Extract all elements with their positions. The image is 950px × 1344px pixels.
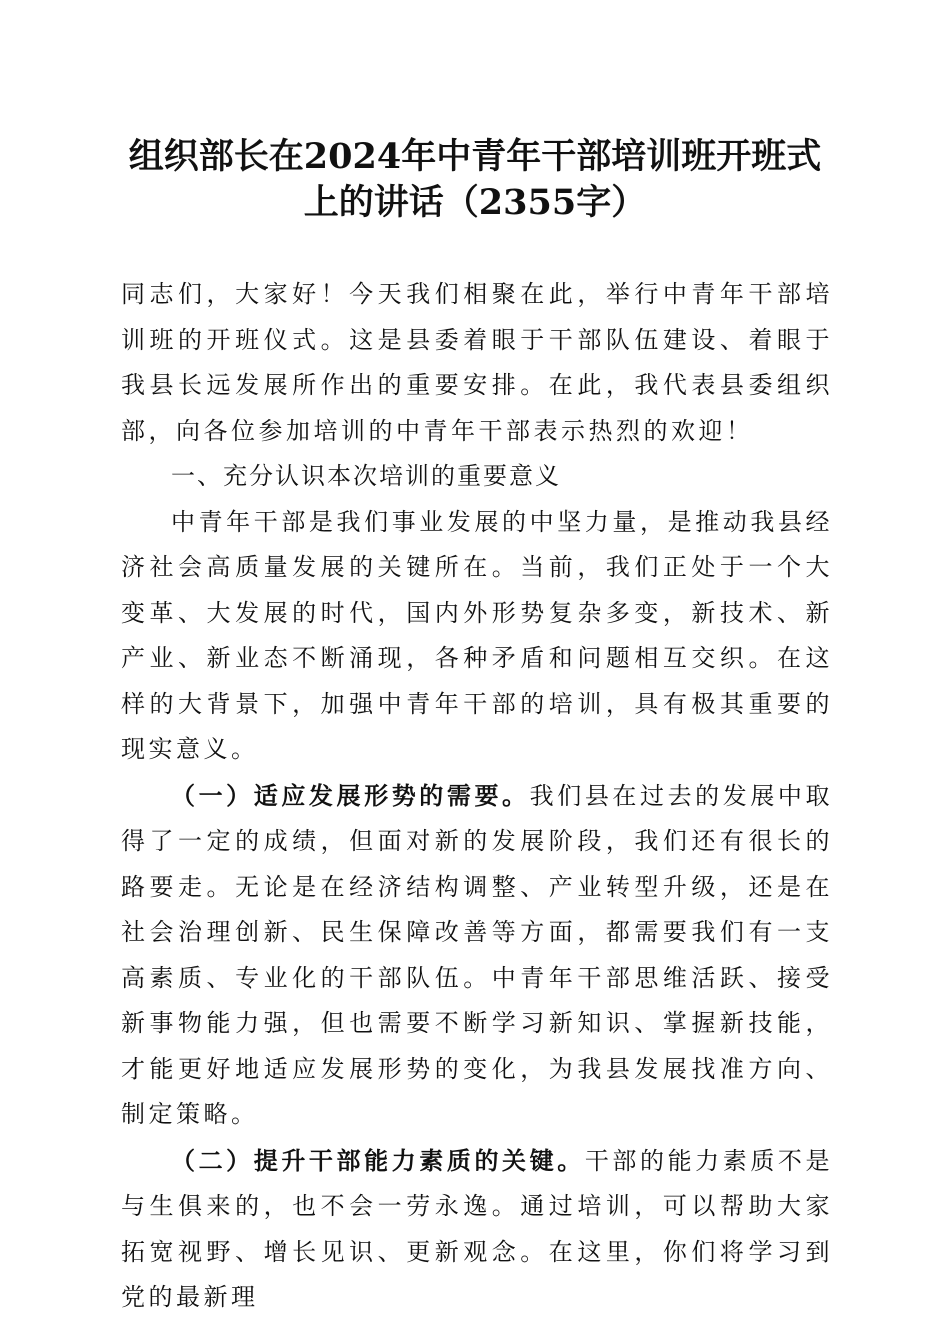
document-title [100, 134, 850, 226]
document-body [121, 272, 833, 1321]
paragraph-intro: 同志们，大家好！今天我们相聚在此，举行中青年干部培训班的开班仪式。这是县委着眼于干部队伍建设、着眼于我县长远发展所作出的重要安排。在此，我代表县委组织部，向各位参加培训的中青年干部表示热烈的欢迎！ [121, 280, 833, 445]
paragraph-3 [121, 1138, 833, 1321]
paragraph-1: 中青年干部是我们事业发展的中坚力量，是推动我县经济社会高质量发展的关键所在。当前，我们正处于一个大变革、大发展的时代，国内外形势复杂多变，新技术、新产业、新业态不断涌现，各种矛盾和问题相互交织。在这样的大背景下，加强中青年干部的培训，具有极其重要的现实意义。 [121, 507, 833, 763]
paragraph-2-text: 我们县在过去的发展中取得了一定的成绩，但面对新的发展阶段，我们还有很长的路要走。无论是在经济结构调整、产业转型升级，还是在社会治理创新、民生保障改善等方面，都需要我们有一支高素质、专业化的干部队伍。中青年干部思维活跃、接受新事物能力强，但也需要不断学习新知识、掌握新技能，才能更好地适应发展形势的变化，为我县发展找准方向、制定策略。 [121, 781, 834, 1128]
paragraph-2 [121, 773, 833, 1138]
paragraph-2-lead: （一）适应发展形势的需要。 [171, 780, 530, 810]
paragraph-3-lead: （二）提升干部能力素质的关键。 [171, 1145, 585, 1175]
title-line-1: 组织部长在2024年中青年干部培训班开班式 [128, 136, 822, 177]
title-line-2: 上的讲话（2355字） [303, 182, 647, 223]
section-heading-1: 一、充分认识本次培训的重要意义 [171, 462, 561, 490]
paragraph-3-text: 干部的能力素质不是与生俱来的，也不会一劳永逸。通过培训，可以帮助大家拓宽视野、增长见识、更新观念。在这里，你们将学习到党的最新理 [121, 1146, 834, 1311]
